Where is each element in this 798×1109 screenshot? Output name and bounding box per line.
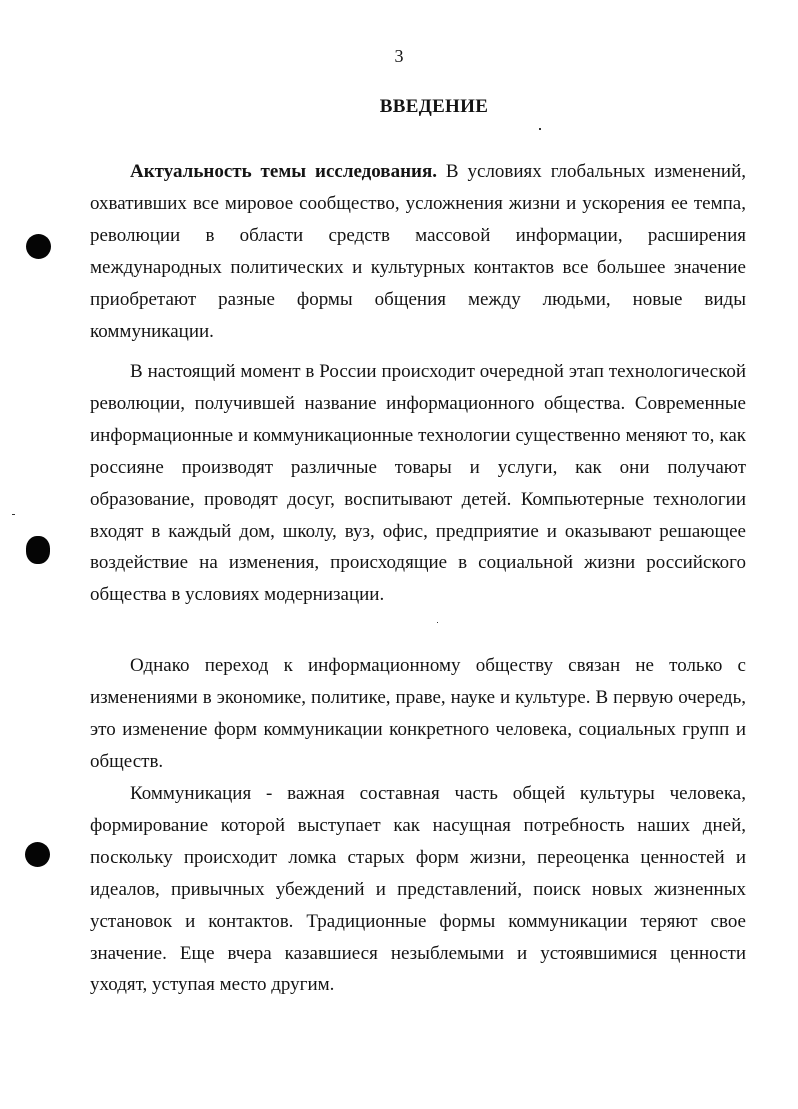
binder-hole-bottom: [25, 842, 50, 867]
scan-speck: [539, 128, 541, 130]
paragraph-communication: [90, 778, 746, 1001]
page-number: 3: [394, 46, 404, 66]
paragraph-text: В условиях глобальных изменений, охвативших все мировое сообщество, усложнения жизни и ускорения ее темпа, революции в области средств массовой информации, расширения международных политических и культурных контактов все большее значение приобретают разные формы общения между людьми, новые виды коммуникации.: [90, 161, 747, 342]
binder-hole-middle: [26, 536, 50, 564]
paragraph-text: Коммуникация - важная составная часть общей культуры человека, формирование которой выступает как насущная потребность наших дней, поскольку происходит ломка старых форм жизни, переоценка ценностей и идеалов, привычных убеждений и представлений, поиск новых жизненных установок и контактов. Традиционные формы коммуникации теряют свое значение. Еще вчера казавшиеся незыблемыми и устоявшимися ценности уходят, уступая место другим.: [90, 783, 746, 996]
paragraph-relevance: [90, 156, 746, 347]
page-title: ВВЕДЕНИЕ: [379, 96, 489, 117]
scan-speck: [12, 514, 15, 515]
paragraph-text: Однако переход к информационному обществу связан не только с изменениями в экономике, политике, праве, науке и культуре. В первую очередь, это изменение форм коммуникации конкретного человека, социальных групп и обществ.: [90, 655, 746, 772]
paragraph-lead: Актуальность темы исследования.: [130, 161, 437, 182]
binder-hole-top: [26, 234, 51, 259]
paragraph-text: В настоящий момент в России происходит очередной этап технологической революции, получившей название информационного общества. Современные информационные и коммуникационные технологии существенно меняют то, как россияне производят различные товары и услуги, как они получают образование, проводят досуг, воспитывают детей. Компьютерные технологии входят в каждый дом, школу, вуз, офис, предприятие и оказывают решающее воздействие на изменения, происходящие в социальной жизни российского общества в условиях модернизации.: [90, 361, 746, 606]
paragraph-transition: [90, 650, 746, 778]
paragraph-information-society: [90, 356, 746, 611]
scan-speck: [437, 622, 438, 623]
